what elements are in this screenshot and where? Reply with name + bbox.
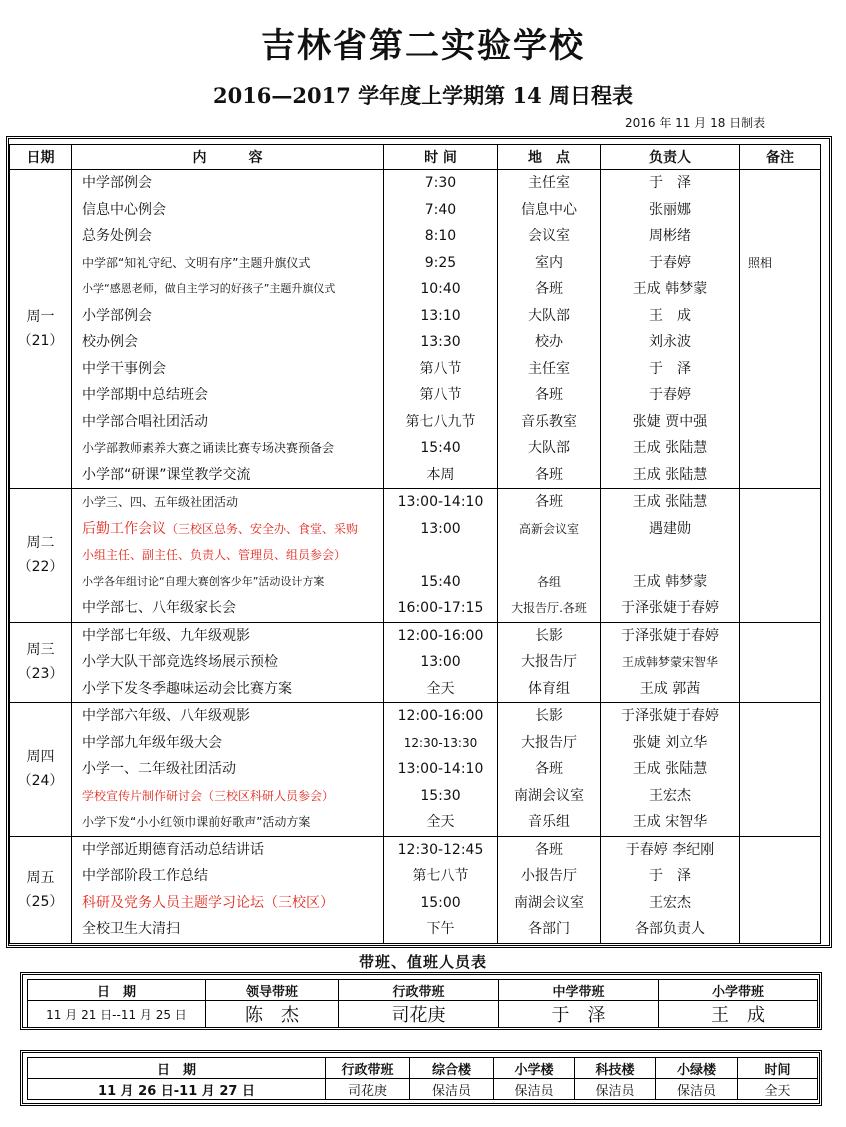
duty-person: 司花庚: [326, 1079, 410, 1100]
event-place: 信息中心: [521, 201, 577, 218]
place-cell: [498, 170, 601, 489]
event-time: 12:30-12:45: [397, 841, 484, 858]
day-label: 周三: [26, 642, 55, 659]
day-cell: [10, 836, 72, 943]
event-place: 音乐组: [528, 814, 570, 830]
remark-cell: [740, 622, 821, 703]
event-content: 学校宣传片制作研讨会（三校区科研人员参会）: [82, 788, 335, 803]
event-person: 王宏杰: [649, 787, 691, 804]
event-place: 各班: [535, 761, 563, 777]
duty-value-row: [28, 1079, 818, 1100]
duty-header-row: [28, 1058, 818, 1079]
event-place: 大报告厅.各班: [511, 601, 587, 615]
day-date: （21）: [17, 333, 64, 349]
day-row-monday: [10, 170, 821, 489]
event-content: 中学部六年级、八年级观影: [82, 708, 250, 724]
duty-time: 全天: [738, 1079, 818, 1100]
event-time: [384, 542, 497, 569]
event-content: 小学一、二年级社团活动: [82, 761, 236, 777]
day-label: 周四: [26, 749, 55, 766]
duty-person: 保洁员: [410, 1079, 494, 1100]
event-place: 音乐教室: [521, 413, 577, 430]
duty-header: 日 期: [28, 1058, 326, 1079]
event-content: 小学下发冬季趣味运动会比赛方案: [82, 680, 292, 697]
event-place: 主任室: [528, 360, 570, 377]
event-person: 王成韩梦蒙宋智华: [621, 655, 718, 669]
duty-header: 日 期: [28, 980, 206, 1001]
event-content: 中学部合唱社团活动: [82, 413, 208, 430]
content-cell: [72, 703, 384, 837]
event-time: 16:00-17:15: [397, 600, 484, 616]
event-content: 校办例会: [82, 334, 138, 350]
event-time: 第七八九节: [405, 413, 476, 430]
event-time: 全天: [426, 814, 455, 830]
event-time: 7:30: [424, 175, 457, 191]
event-person: 于泽张婕于春婷: [621, 708, 719, 724]
event-time: 15:30: [420, 787, 461, 804]
event-person: 王成 宋智华: [632, 814, 708, 830]
day-cell: [10, 489, 72, 623]
day-row-wednesday: [10, 622, 821, 703]
event-person: 张婕 贾中强: [632, 413, 708, 430]
page-subtitle: 2016—2017 学年度上学期第 14 周日程表: [212, 83, 634, 108]
event-time: 13:00-14:10: [397, 761, 484, 777]
duty-header: 领导带班: [206, 980, 339, 1001]
event-place: 室内: [535, 254, 563, 271]
remark-cell: [740, 703, 821, 837]
person-cell: [601, 622, 740, 703]
event-person: 于春婷: [649, 387, 691, 403]
event-time: 12:30-13:30: [403, 735, 478, 750]
event-time: 13:00: [420, 520, 461, 537]
remark-cell: [740, 489, 821, 623]
event-person: 王 成: [649, 307, 691, 324]
duty-value-row: [28, 1001, 818, 1028]
event-person: 于泽张婕于春婷: [621, 600, 719, 616]
event-content: 总务处例会: [82, 228, 152, 244]
event-content: 小学“感恩老师，做自主学习的好孩子”主题升旗仪式: [82, 282, 336, 295]
schedule-table: [9, 144, 821, 944]
duty-header: 综合楼: [410, 1058, 494, 1079]
event-place: 大报告厅: [521, 734, 577, 751]
duty-person: 司花庚: [339, 1001, 499, 1028]
event-person: 于 泽: [649, 360, 691, 377]
duty-header: 小学楼: [494, 1058, 575, 1079]
duty-date: 11 月 21 日--11 月 25 日: [28, 1001, 206, 1028]
header-date: 日期: [10, 145, 72, 170]
event-place: 主任室: [528, 175, 570, 191]
duty-person: 于 泽: [499, 1001, 659, 1028]
duty-person: 陈 杰: [206, 1001, 339, 1028]
place-cell: [498, 836, 601, 943]
day-date: （22）: [17, 559, 64, 576]
event-person: 于 泽: [649, 868, 691, 884]
event-person: 于 泽: [649, 175, 691, 191]
event-person: 遇建勋: [649, 520, 691, 537]
event-person: 各部负责人: [635, 921, 705, 937]
event-time: 15:40: [420, 440, 461, 456]
remark-text: 照相: [748, 255, 773, 270]
event-content: 中学干事例会: [82, 360, 166, 377]
time-cell: [384, 489, 498, 623]
event-place: [498, 542, 600, 569]
event-time: 13:00-14:10: [397, 494, 484, 510]
event-time: 本周: [426, 466, 455, 483]
event-time: 12:00-16:00: [397, 627, 484, 644]
event-time: 13:10: [420, 307, 461, 324]
day-row-friday: [10, 836, 821, 943]
day-row-thursday: [10, 703, 821, 837]
event-time: 10:40: [420, 281, 461, 297]
event-content: 小学部教师素养大赛之诵读比赛专场决赛预备会: [82, 441, 335, 455]
person-cell: [601, 170, 740, 489]
place-cell: [498, 622, 601, 703]
event-place: 长影: [535, 708, 563, 724]
event-person: 王成 韩梦蒙: [632, 573, 708, 590]
event-content: 中学部九年级年级大会: [82, 734, 222, 751]
event-content: 中学部七、八年级家长会: [82, 600, 236, 616]
event-content: 小学部例会: [82, 307, 152, 324]
event-place: 各部门: [528, 921, 570, 937]
event-person: 王成 张陆慧: [632, 494, 708, 510]
event-place: 小报告厅: [521, 868, 577, 884]
time-cell: [384, 703, 498, 837]
event-time: 下午: [426, 921, 455, 937]
event-place: 各班: [535, 387, 563, 403]
duty-header: 行政带班: [339, 980, 499, 1001]
event-place: 大报告厅: [521, 654, 577, 670]
day-date: （23）: [17, 666, 64, 683]
day-cell: [10, 170, 72, 489]
event-content: 小学大队干部竞选终场展示预检: [82, 654, 278, 670]
duty-person: 保洁员: [575, 1079, 656, 1100]
event-place: 大队部: [528, 440, 570, 456]
duty-person: 王 成: [659, 1001, 818, 1028]
event-content: 中学部例会: [82, 175, 152, 191]
event-time: 第八节: [419, 387, 462, 403]
event-person: 王成 张陆慧: [632, 440, 708, 456]
event-time: 全天: [426, 680, 455, 697]
event-person: 刘永波: [649, 334, 691, 350]
event-person: 于春婷 李纪刚: [625, 841, 715, 858]
duty-header: 时间: [738, 1058, 818, 1079]
duty-header: 小学带班: [659, 980, 818, 1001]
event-place: 各班: [535, 466, 563, 483]
header-content: 内 容: [72, 145, 384, 170]
event-place: 各班: [535, 841, 563, 858]
event-time: 15:40: [420, 573, 461, 590]
event-place: 各班: [535, 494, 563, 510]
event-place: 各组: [536, 574, 561, 589]
header-time: 时 间: [384, 145, 498, 170]
time-cell: [384, 836, 498, 943]
event-person: 王宏杰: [649, 894, 691, 911]
remark-cell: [740, 170, 821, 489]
event-content: [72, 516, 383, 543]
content-cell: [72, 170, 384, 489]
event-place: 各班: [535, 281, 563, 297]
event-content-continued: 小组主任、副主任、负责人、管理员、组员参会）: [82, 548, 347, 562]
event-person: [601, 542, 739, 569]
event-content: 中学部近期德育活动总结讲话: [82, 841, 264, 858]
event-content-highlight: 后勤工作会议: [82, 520, 166, 537]
duty-table-1: [27, 979, 818, 1028]
day-label: 周二: [26, 535, 55, 552]
event-place: 高新会议室: [518, 521, 579, 536]
event-person: 张丽娜: [649, 201, 691, 218]
event-person: 于泽张婕于春婷: [621, 627, 719, 644]
day-label: 周一: [26, 309, 55, 325]
header-remark: 备注: [740, 145, 821, 170]
event-place: 会议室: [528, 228, 570, 244]
event-time: 13:00: [420, 654, 461, 670]
duty-header: 行政带班: [326, 1058, 410, 1079]
event-time: 第八节: [419, 360, 462, 377]
event-person: 王成 张陆慧: [632, 466, 708, 483]
event-time: 15:00: [420, 894, 461, 911]
duty-table-2: [27, 1057, 818, 1100]
person-cell: [601, 836, 740, 943]
event-place: 大队部: [528, 307, 570, 324]
event-person: 王成 韩梦蒙: [632, 281, 708, 297]
day-cell: [10, 622, 72, 703]
remark-cell: [740, 836, 821, 943]
duty-header: 小绿楼: [656, 1058, 738, 1079]
made-date: 2016 年 11 月 18 日制表: [625, 116, 766, 130]
place-cell: [498, 703, 601, 837]
page-title: 吉林省第二实验学校: [261, 26, 585, 66]
duty-header: 科技楼: [575, 1058, 656, 1079]
day-row-tuesday: [10, 489, 821, 623]
person-cell: [601, 703, 740, 837]
person-cell: [601, 489, 740, 623]
place-cell: [498, 489, 601, 623]
content-cell: [72, 489, 384, 623]
event-time: 第七八节: [412, 868, 469, 884]
day-date: （24）: [17, 773, 64, 790]
event-person: 张婕 刘立华: [632, 734, 708, 751]
event-time: 12:00-16:00: [397, 708, 484, 724]
event-place: 长影: [535, 627, 563, 644]
event-place: 体育组: [528, 680, 570, 697]
duty-header: 中学带班: [499, 980, 659, 1001]
day-date: （25）: [17, 893, 64, 910]
duty-date: 11 月 26 日-11 月 27 日: [28, 1079, 326, 1100]
event-person: 王成 郭茜: [639, 680, 701, 697]
schedule-header-row: [10, 145, 821, 170]
event-time: 7:40: [424, 201, 457, 218]
event-content: 小学各年组讨论“自理大赛创客少年”活动设计方案: [82, 574, 325, 588]
event-content: 信息中心例会: [82, 201, 166, 218]
event-content: 科研及党务人员主题学习论坛（三校区）: [82, 894, 334, 911]
header-person: 负责人: [601, 145, 740, 170]
event-time: 8:10: [424, 228, 457, 244]
event-content: 小学下发“小小红领巾课前好歌声”活动方案: [82, 815, 311, 829]
duty-person: 保洁员: [494, 1079, 575, 1100]
time-cell: [384, 170, 498, 489]
header-place: 地 点: [498, 145, 601, 170]
duty-table-title: 带班、值班人员表: [358, 953, 487, 971]
event-content: 小学三、四、五年级社团活动: [82, 495, 239, 509]
event-content-note: （三校区总务、安全办、食堂、采购: [166, 521, 359, 536]
day-cell: [10, 703, 72, 837]
event-person: 王成 张陆慧: [632, 761, 708, 777]
content-cell: [72, 836, 384, 943]
day-label: 周五: [26, 869, 55, 886]
event-place: 南湖会议室: [514, 894, 584, 911]
content-cell: [72, 622, 384, 703]
event-content: 中学部“知礼守纪、文明有序”主题升旗仪式: [82, 255, 311, 270]
event-content: 全校卫生大清扫: [82, 921, 180, 937]
event-place: 南湖会议室: [514, 787, 584, 804]
event-content: 中学部七年级、九年级观影: [82, 627, 250, 644]
event-time: 9:25: [424, 254, 457, 271]
duty-person: 保洁员: [656, 1079, 738, 1100]
event-content: 小学部“研课”课堂教学交流: [82, 466, 251, 483]
event-person: 周彬绪: [649, 228, 691, 244]
time-cell: [384, 622, 498, 703]
event-time: 13:30: [420, 334, 461, 350]
event-content: 中学部阶段工作总结: [82, 868, 208, 884]
event-content: 中学部期中总结班会: [82, 387, 208, 403]
event-place: 校办: [535, 334, 563, 350]
event-person: 于春婷: [649, 254, 691, 271]
duty-header-row: [28, 980, 818, 1001]
